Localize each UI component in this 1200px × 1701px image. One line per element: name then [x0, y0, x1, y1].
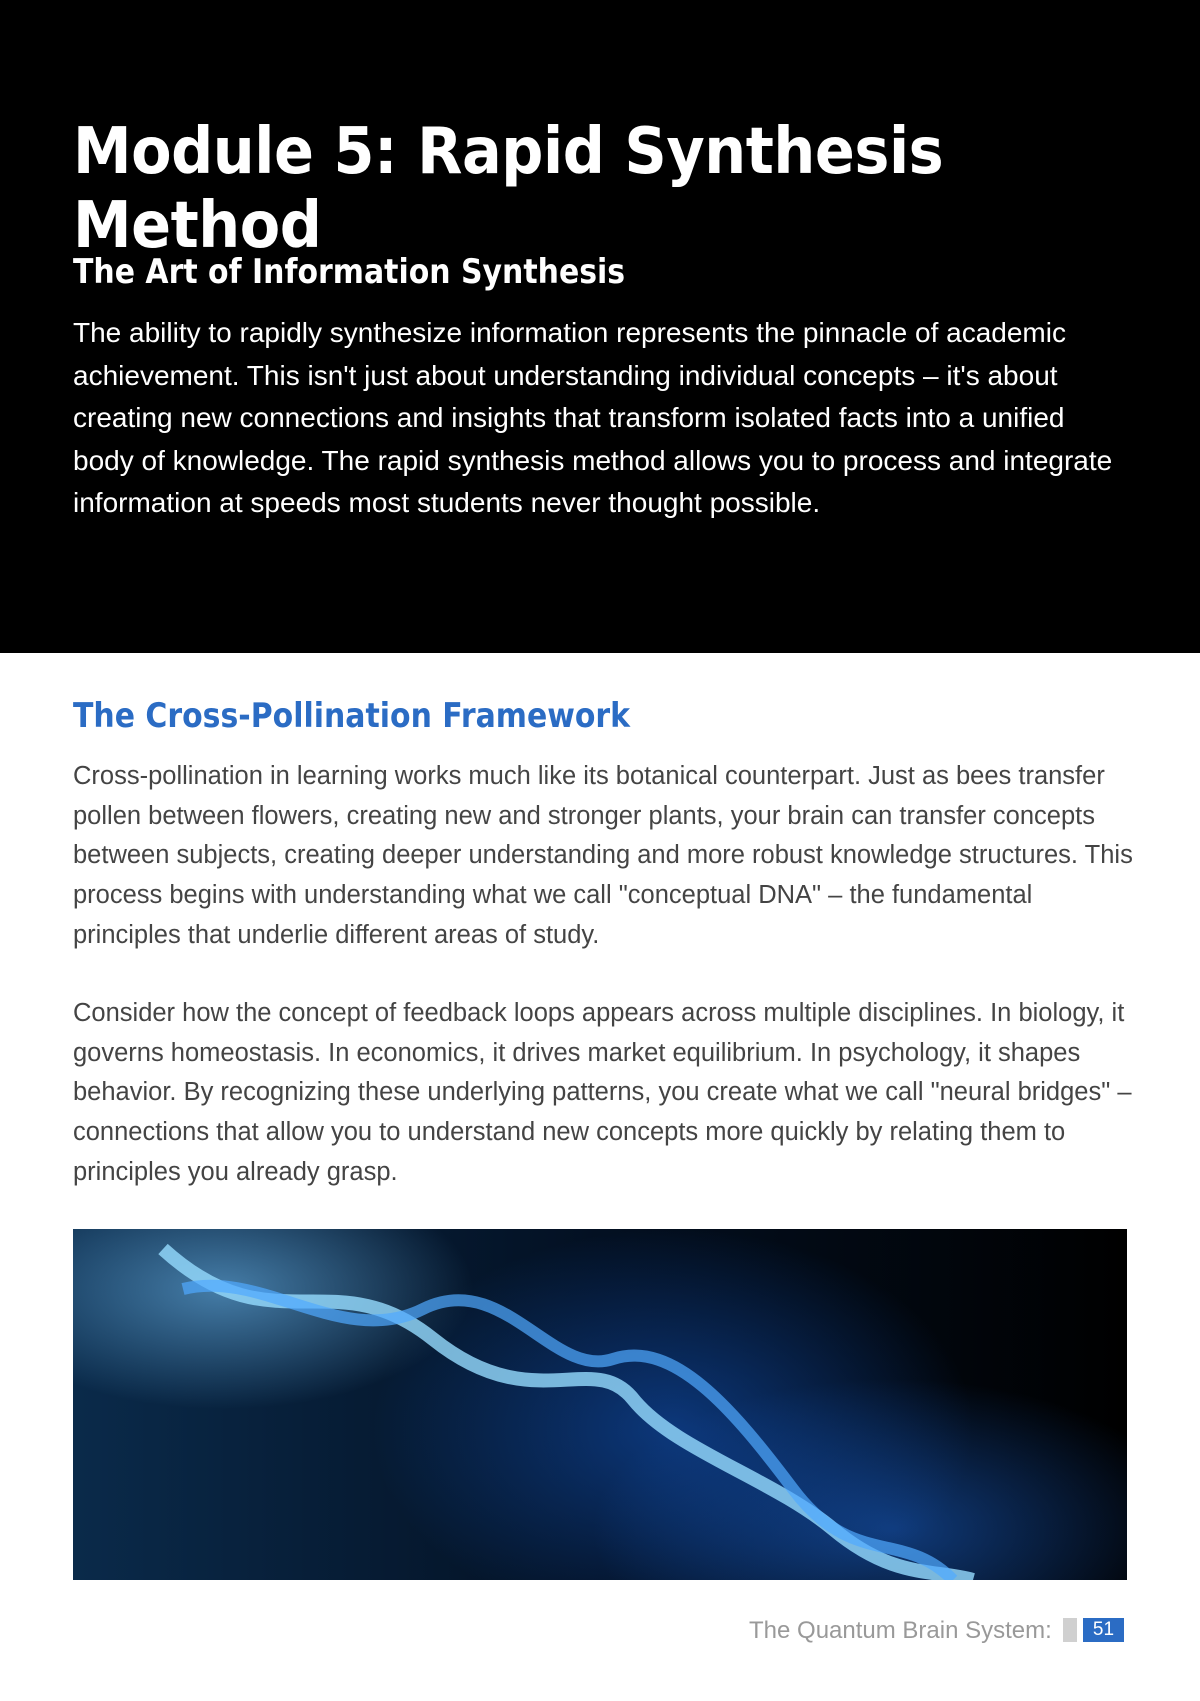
section-heading: The Cross-Pollination Framework — [73, 696, 631, 736]
body-paragraph: Consider how the concept of feedback loops appears across multiple disciplines. In biology, it governs homeostasis. In economics, it drives market equilibrium. In psychology, it shapes behavior. By recognizing these underlying patterns, you create what we call "neural bridges" – connections that allow you to understand new concepts more quickly by relating them to principles you already grasp. — [73, 999, 1132, 1186]
dna-helix-image — [73, 1229, 1127, 1580]
intro-paragraph: The ability to rapidly synthesize information represents the pinnacle of academic achievement. This isn't just about understanding individual concepts – it's about creating new connections and insights that transform isolated facts into a unified body of knowledge. The rapid synthesis method allows you to process and integrate information at speeds most students never thought possible. — [73, 317, 1113, 518]
module-title: Module 5: Rapid Synthesis Method — [73, 115, 944, 263]
module-subtitle: The Art of Information Synthesis — [73, 252, 626, 292]
body-paragraph: Cross-pollination in learning works much like its botanical counterpart. Just as bees transfer pollen between flowers, creating new and stronger plants, your brain can transfer concepts between subjects, creating deeper understanding and more robust knowledge structures. This process begins with understanding what we call "conceptual DNA" – the fundamental principles that underlie different areas of study. — [73, 762, 1133, 949]
footer-marker — [1063, 1618, 1077, 1642]
dna-helix-illustration — [73, 1229, 1127, 1580]
page-number: 51 — [1083, 1618, 1124, 1642]
footer-book-title: The Quantum Brain System: — [749, 1617, 1052, 1644]
hero-header — [0, 0, 1200, 653]
